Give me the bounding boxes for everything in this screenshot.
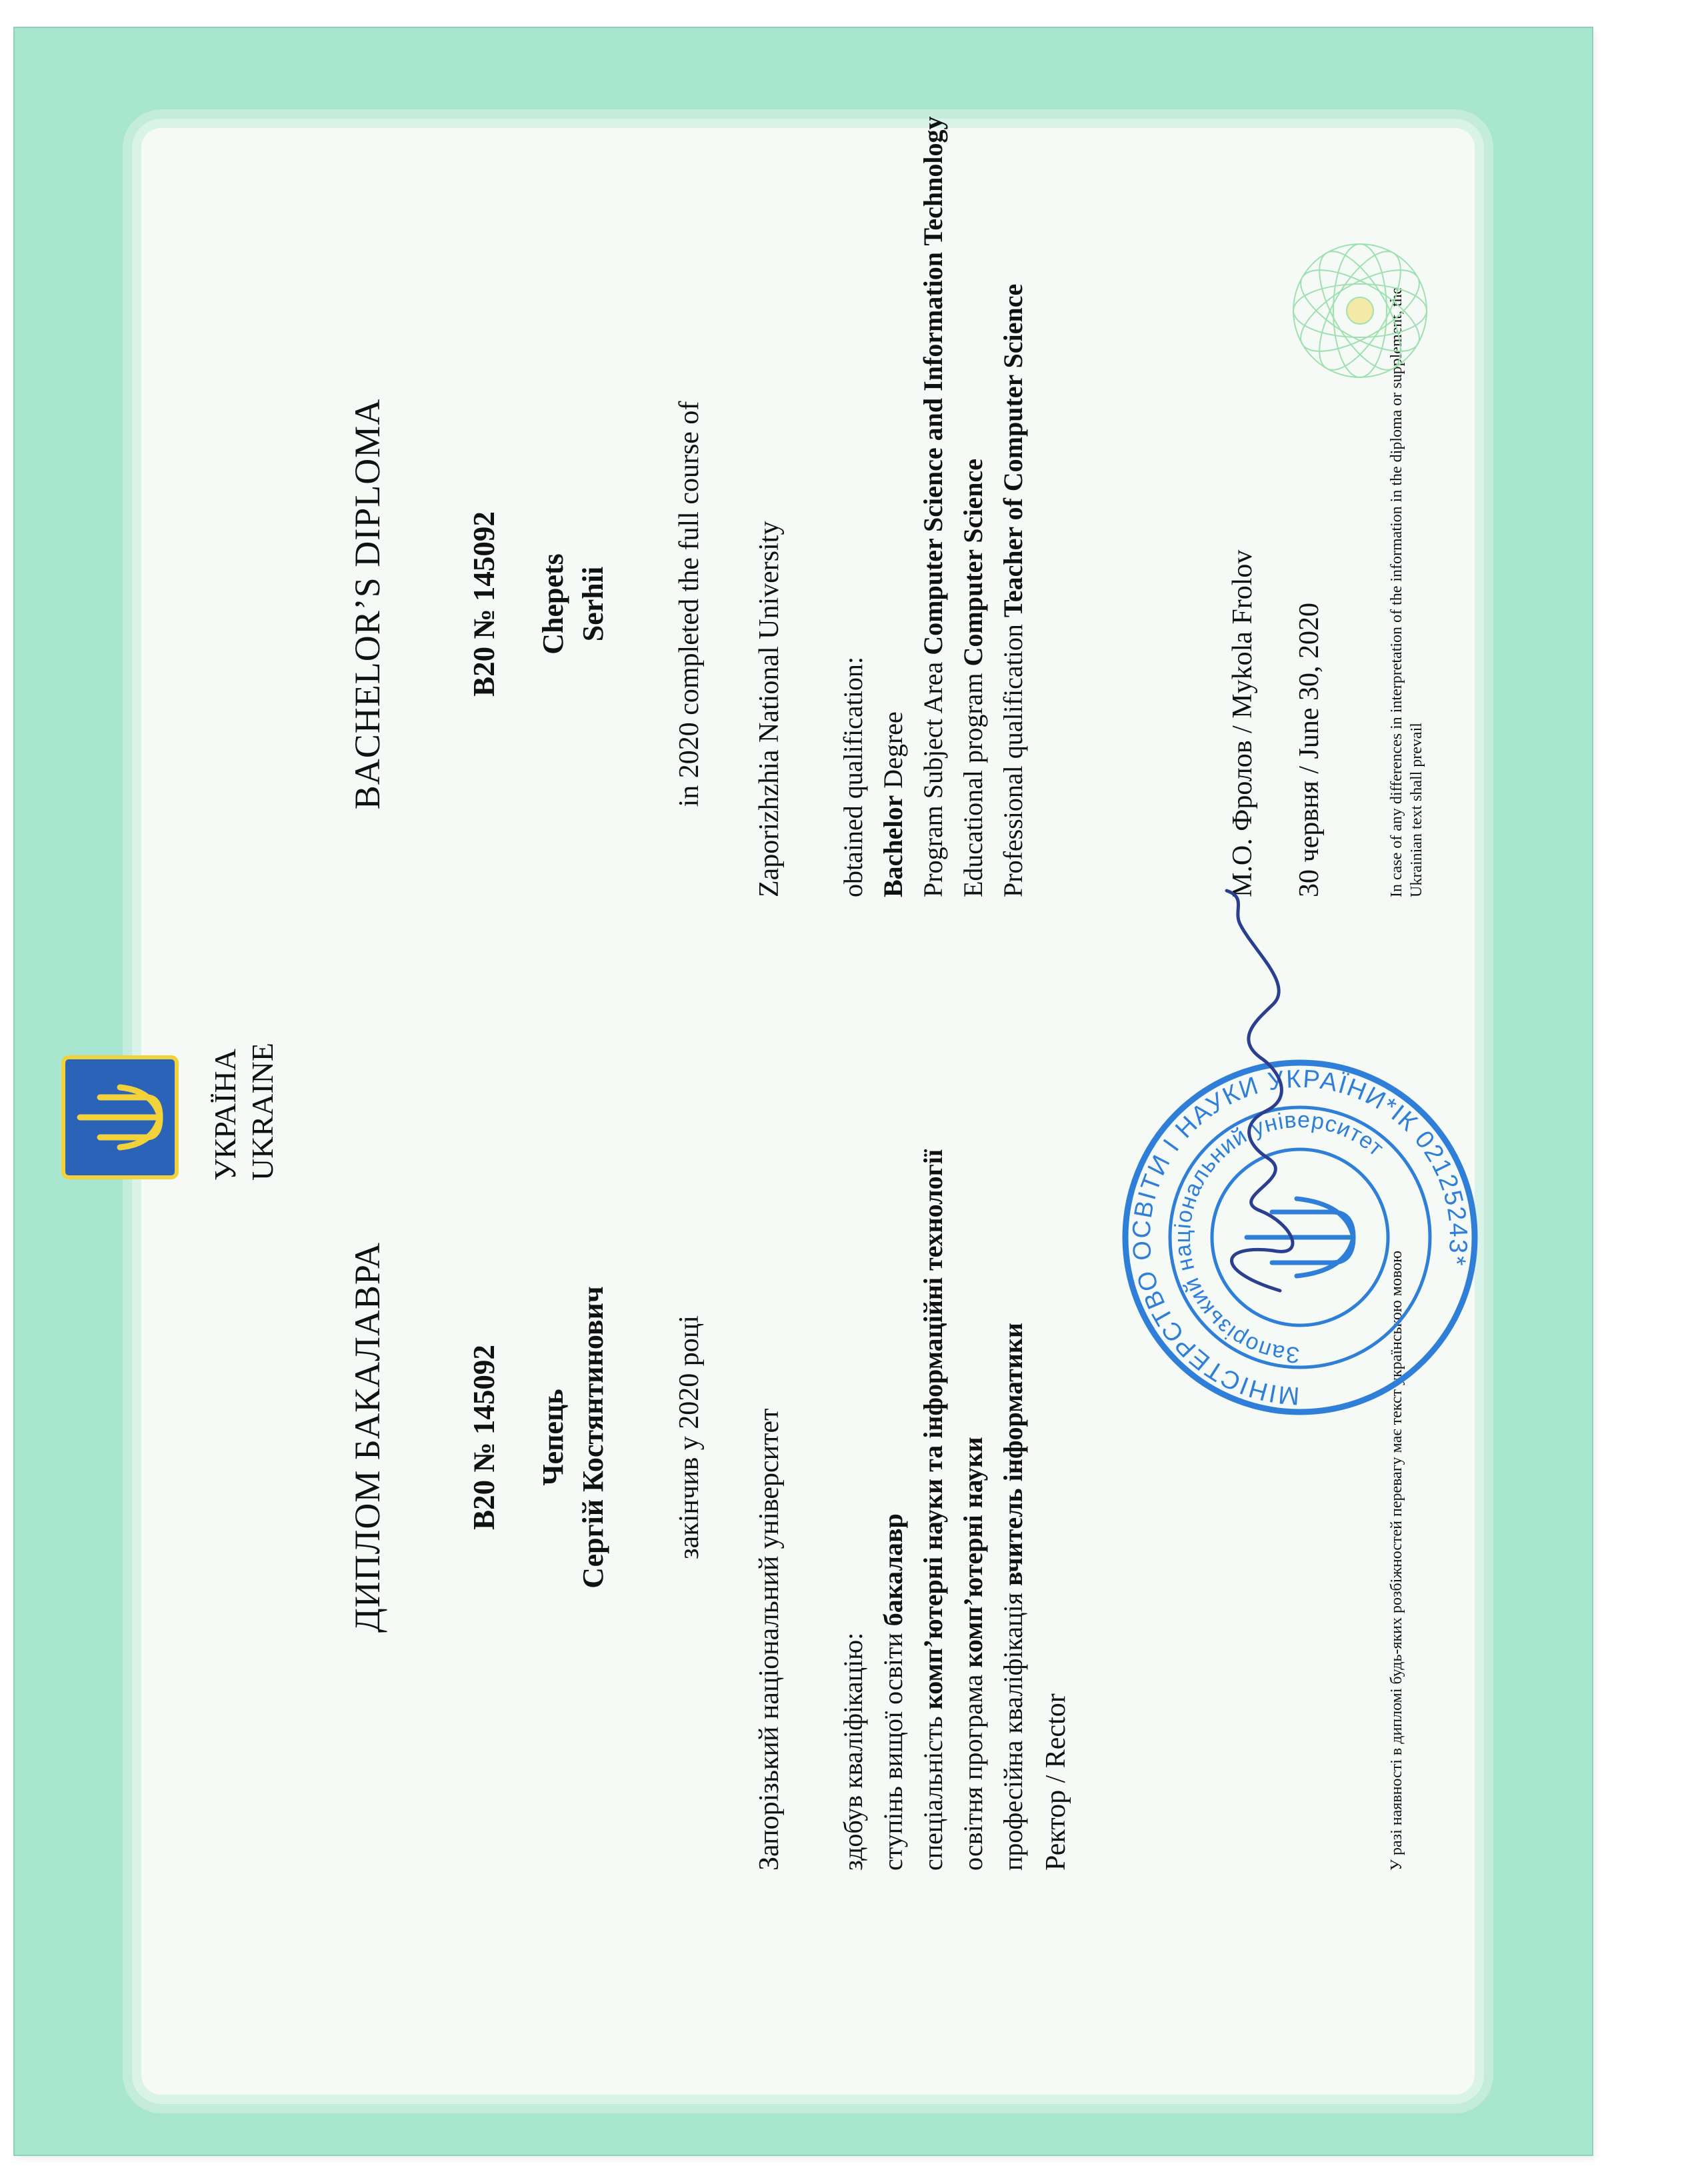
signature-icon bbox=[1200, 884, 1320, 1297]
ua-surname: Чепець bbox=[537, 1389, 569, 1486]
ua-title: ДИПЛОМ БАКАЛАВРА bbox=[347, 1241, 387, 1633]
ua-program-line: освітня програма комп’ютерні науки bbox=[958, 1437, 988, 1871]
en-prof-line: Professional qualification Teacher of Computer Science bbox=[998, 283, 1028, 897]
en-completed-text: in 2020 completed the full course of bbox=[674, 401, 705, 807]
en-degree-line: Bachelor Degree bbox=[878, 711, 908, 897]
en-qualification-block bbox=[833, 64, 1033, 897]
en-university: Zaporizhzhia National University bbox=[754, 521, 785, 897]
country-ua: УКРАЇНА bbox=[208, 1049, 242, 1181]
ua-prof-line: професійна кваліфікація вчитель інформатики bbox=[998, 1323, 1028, 1871]
ua-qual-intro: здобув кваліфікацію: bbox=[838, 1632, 868, 1871]
ua-completed-text: закінчив у 2020 році bbox=[674, 1315, 705, 1559]
en-footnote: In case of any differences in interpretation of the information in the diploma or supplement, the Ukrainian text shall prevail bbox=[1388, 287, 1425, 897]
ua-rector-label: Ректор / Rector bbox=[1041, 1693, 1071, 1871]
en-diploma-number: B20 № 145092 bbox=[467, 511, 501, 697]
en-rector-name: М.О. Фролов / Mykola Frolov bbox=[1227, 549, 1258, 897]
en-area-line: Program Subject Area Computer Science and Information Technology bbox=[918, 116, 948, 897]
ua-diploma-number: B20 № 145092 bbox=[467, 1345, 501, 1530]
en-area: Computer Science and Information Technology bbox=[918, 116, 948, 655]
guilloche-rosette-icon bbox=[1287, 237, 1433, 384]
en-qual-intro: obtained qualification: bbox=[838, 657, 868, 897]
ua-university: Запорізький національний університет bbox=[754, 1408, 785, 1871]
en-program-line: Educational program Computer Science bbox=[958, 459, 988, 897]
coat-of-arms-icon bbox=[60, 1051, 180, 1184]
ua-footnote: У разі наявності в дипломі будь-яких розбіжностей перевагу має текст українською мовою bbox=[1388, 1250, 1405, 1871]
ua-prof: вчитель інформатики bbox=[998, 1323, 1028, 1586]
ua-degree: бакалавр bbox=[878, 1513, 908, 1627]
en-holder-name bbox=[533, 304, 613, 904]
ua-degree-line: ступінь вищої освіти бакалавр bbox=[878, 1513, 908, 1871]
en-prof: Teacher of Computer Science bbox=[998, 283, 1028, 618]
country-en: UKRAINE bbox=[245, 1043, 279, 1181]
ua-program: комп’ютерні науки bbox=[958, 1437, 988, 1668]
en-surname: Chepets bbox=[537, 553, 569, 655]
ua-specialty: комп’ютерні науки та інформаційні технології bbox=[918, 1149, 948, 1710]
en-given-name: Serhii bbox=[577, 566, 609, 642]
ua-holder-name bbox=[533, 1184, 613, 1691]
country-header bbox=[207, 1007, 281, 1181]
en-title: BACHELOR’S DIPLOMA bbox=[347, 398, 387, 810]
en-date: 30 червня / June 30, 2020 bbox=[1294, 602, 1325, 897]
seal-inner-text: Запорізький національний університет bbox=[1169, 1107, 1389, 1368]
ua-specialty-line: спеціальність комп’ютерні науки та інформаційні технології bbox=[918, 1149, 948, 1871]
ua-given-name: Сергій Костянтинович bbox=[577, 1286, 609, 1589]
seal-outer-text: МІНІСТЕРСТВО ОСВІТИ І НАУКИ УКРАЇНИ*ІК 02125243* bbox=[1127, 1065, 1473, 1410]
ua-qualification-block bbox=[833, 1004, 1033, 1871]
en-degree: Bachelor bbox=[878, 795, 908, 897]
en-program: Computer Science bbox=[958, 459, 988, 667]
